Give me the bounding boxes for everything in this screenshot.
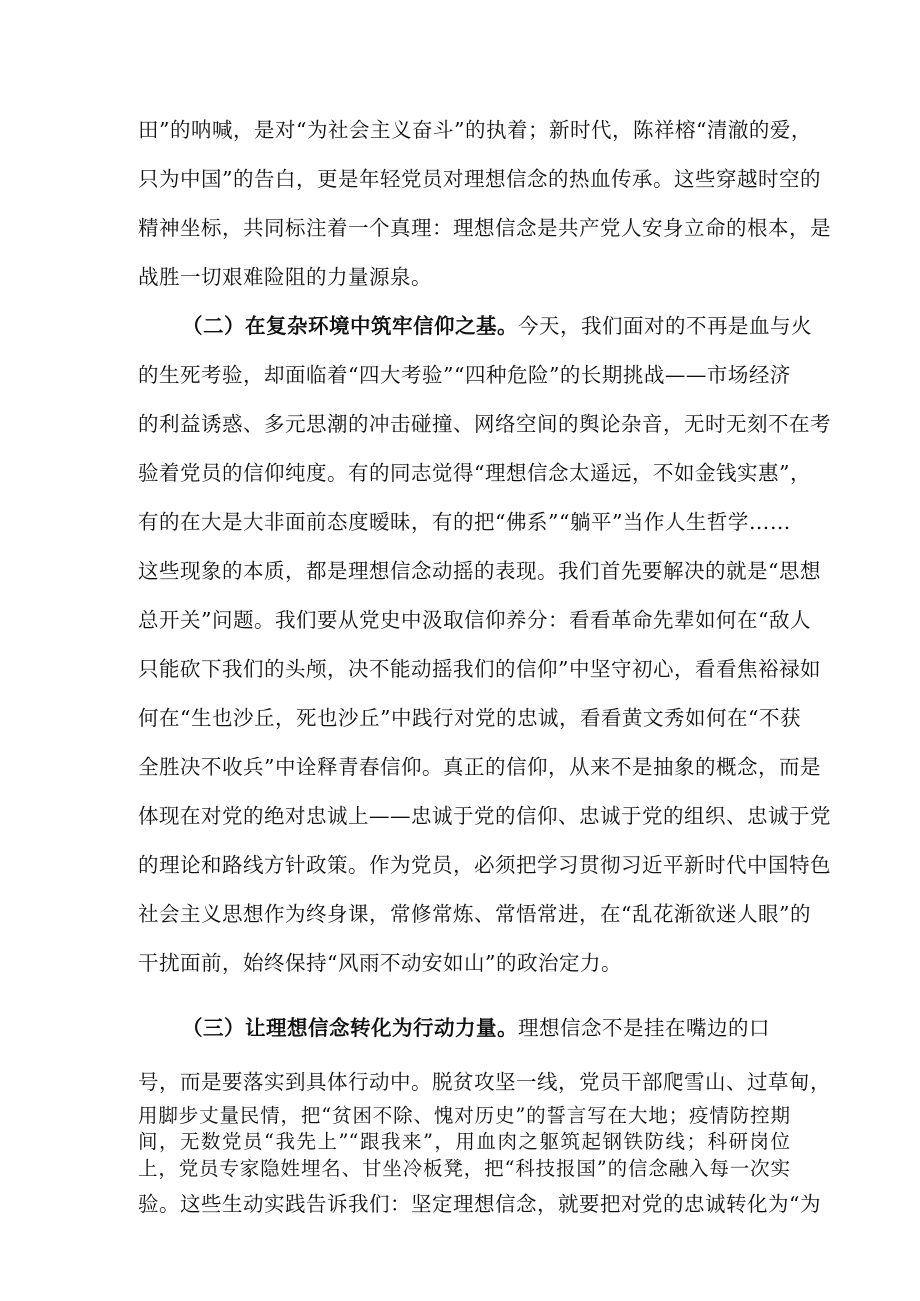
paragraph-2-line-7: 只能砍下我们的头颅，决不能动摇我们的信仰”中坚守初心，看看焦裕禄如 <box>138 657 821 681</box>
paragraph-3-line-3: 间，无数党员“我先上”“跟我来”，用血肉之躯筑起钢铁防线；科研岗位 <box>138 1130 790 1153</box>
paragraph-1-line-4: 战胜一切艰难险阻的力量源泉。 <box>138 265 432 289</box>
paragraph-2-line-6: 总开关”问题。我们要从党史中汲取信仰养分：看看革命先辈如何在“敌人 <box>138 608 811 632</box>
paragraph-3-first-line <box>182 1016 770 1040</box>
paragraph-2-line-4: 有的在大是大非面前态度暧昧，有的把“佛系”“躺平”当作人生哲学…… <box>138 510 791 534</box>
paragraph-3-line-2: 用脚步丈量民情，把“贫困不除、愧对历史”的誓言写在大地；疫情防控期 <box>138 1104 790 1127</box>
paragraph-2-first-line-text: 今天，我们面对的不再是血与火 <box>518 314 812 338</box>
paragraph-2-line-2: 的利益诱惑、多元思潮的冲击碰撞、网络空间的舆论杂音，无时无刻不在考 <box>138 412 831 436</box>
paragraph-1-line-3: 精神坐标，共同标注着一个真理：理想信念是共产党人安身立命的根本，是 <box>138 216 831 240</box>
paragraph-1-line-1: 田”的呐喊，是对“为社会主义奋斗”的执着；新时代，陈祥榕“清澈的爱， <box>138 118 812 142</box>
paragraph-3-line-1: 号，而是要落实到具体行动中。脱贫攻坚一线，党员干部爬雪山、过草甸， <box>138 1070 831 1094</box>
paragraph-2-line-13: 干扰面前，始终保持“风雨不动安如山”的政治定力。 <box>138 951 622 975</box>
paragraph-3-line-4: 上，党员专家隐姓埋名、甘坐冷板凳，把“科技报国”的信念融入每一次实 <box>138 1157 790 1180</box>
paragraph-2-line-9: 全胜决不收兵”中诠释青春信仰。真正的信仰，从来不是抽象的概念，而是 <box>138 755 821 779</box>
paragraph-2-first-line <box>182 314 812 338</box>
paragraph-2-line-3: 验着党员的信仰纯度。有的同志觉得“理想信念太遥远，不如金钱实惠”， <box>138 461 811 485</box>
paragraph-2-line-11: 的理论和路线方针政策。作为党员，必须把学习贯彻习近平新时代中国特色 <box>138 853 831 877</box>
paragraph-2-line-8: 何在“生也沙丘，死也沙丘”中践行对党的忠诚，看看黄文秀如何在“不获 <box>138 706 801 730</box>
paragraph-2-line-1: 的生死考验，却面临着“四大考验”“四种危险”的长期挑战——市场经济 <box>138 363 791 387</box>
paragraph-2-line-12: 社会主义思想作为终身课，常修常炼、常悟常进，在“乱花渐欲迷人眼”的 <box>138 902 811 926</box>
section-heading-3: （三）让理想信念转化为行动力量。 <box>182 1016 518 1040</box>
paragraph-2-line-10: 体现在对党的绝对忠诚上——忠诚于党的信仰、忠诚于党的组织、忠诚于党 <box>138 804 831 828</box>
paragraph-2-line-5: 这些现象的本质，都是理想信念动摇的表现。我们首先要解决的就是“思想 <box>138 559 821 583</box>
section-heading-2: （二）在复杂环境中筑牢信仰之基。 <box>182 314 518 338</box>
paragraph-3-line-5: 验。这些生动实践告诉我们：坚定理想信念，就要把对党的忠诚转化为“为 <box>138 1192 821 1216</box>
paragraph-1-line-2: 只为中国”的告白，更是年轻党员对理想信念的热血传承。这些穿越时空的 <box>138 167 821 191</box>
paragraph-3-first-line-text: 理想信念不是挂在嘴边的口 <box>518 1016 770 1040</box>
